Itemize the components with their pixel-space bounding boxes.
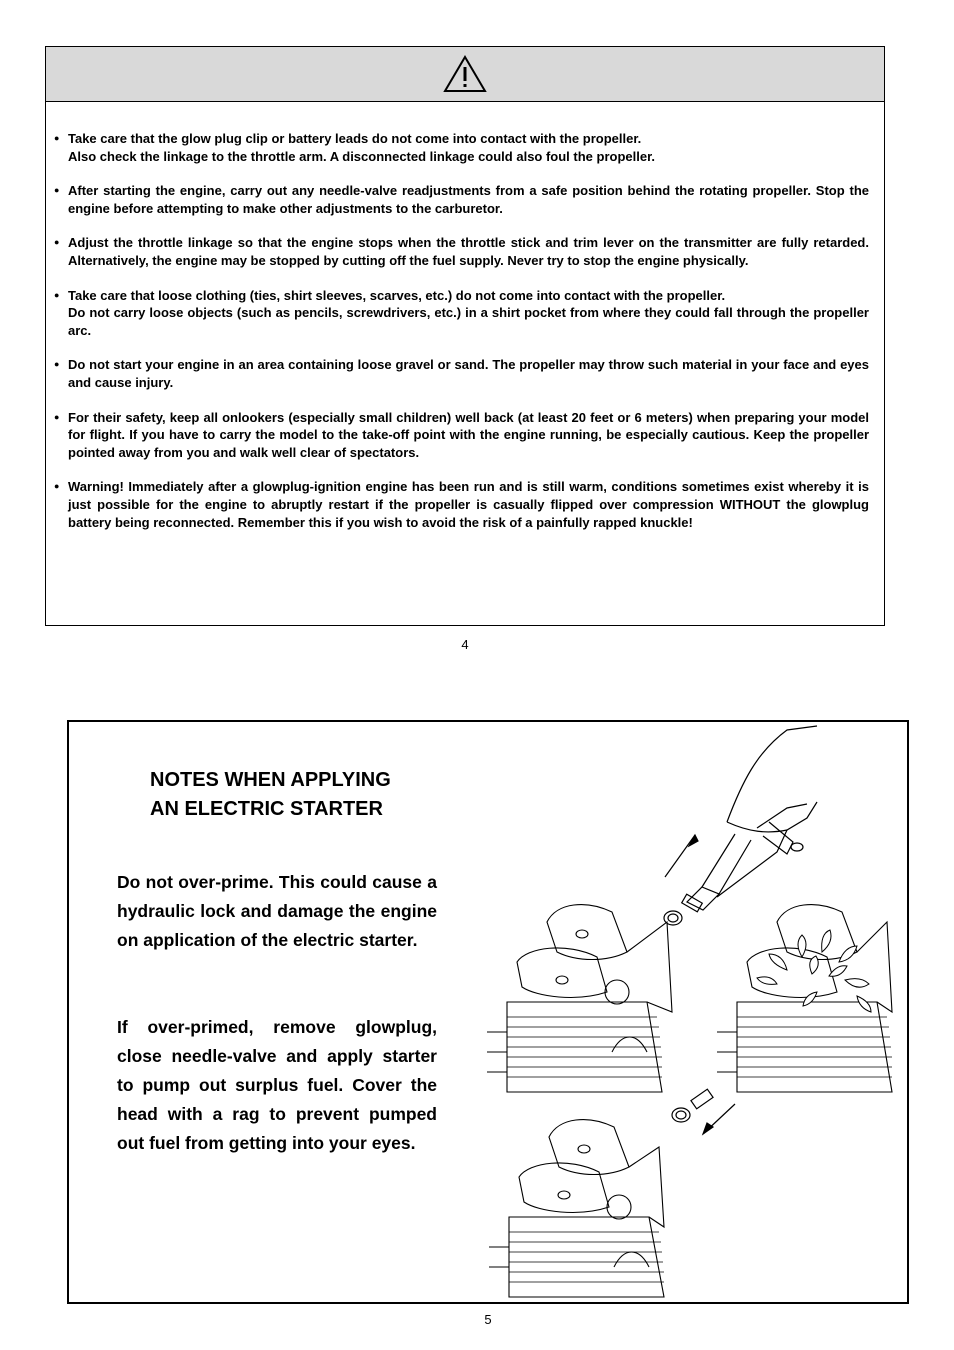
warning-item-text-2: Do not carry loose objects (such as pencils, screwdrivers, etc.) in a shirt pocket from where they could fall through the propeller arc. — [68, 305, 869, 338]
warning-item-text: After starting the engine, carry out any needle-valve readjustments from a safe position behind the rotating propeller. Stop the engine before attempting to make other adjustments to the carburetor. — [68, 183, 869, 216]
warning-item-text: Take care that loose clothing (ties, shirt sleeves, scarves, etc.) do not come into contact with the propeller. — [68, 287, 726, 303]
section-title — [150, 766, 470, 824]
warning-item — [68, 409, 869, 462]
warning-item — [68, 130, 869, 165]
starter-notes-box — [67, 720, 909, 1304]
warning-item-text: Adjust the throttle linkage so that the engine stops when the throttle stick and trim lever on the transmitter are fully retarded. Alternatively, the engine may be stopped by cutting off the fuel supply. Never try to stop the engine physically. — [68, 235, 869, 268]
warning-box — [45, 46, 885, 626]
warning-item-text: For their safety, keep all onlookers (especially small children) well back (at least 20 feet or 6 meters) when preparing your model for flight. If you have to carry the model to the take-off point with the engine running, be especially cautious. Keep the propeller pointed away from you and walk well clear of spectators. — [68, 409, 869, 460]
warning-item-text-2: Also check the linkage to the throttle arm. A disconnected linkage could also foul the propeller. — [68, 148, 656, 164]
warning-item — [68, 182, 869, 217]
page-number-4: 4 — [461, 637, 469, 652]
warning-header — [46, 47, 884, 102]
paragraph-over-prime: Do not over-prime. This could cause a hydraulic lock and damage the engine on application of the electric starter. — [117, 872, 437, 950]
page-number-5: 5 — [484, 1312, 492, 1327]
engine-glowplug-removal-illustration — [487, 722, 907, 1302]
warning-item-text: Do not start your engine in an area containing loose gravel or sand. The propeller may throw such material in your face and eyes and cause injury. — [68, 357, 869, 390]
section-title-line-2: AN ELECTRIC STARTER — [150, 798, 383, 820]
warning-item — [68, 478, 869, 531]
warning-item-text: Take care that the glow plug clip or battery leads do not come into contact with the propeller. — [68, 131, 642, 146]
warning-item — [68, 356, 869, 391]
section-title-line-1: NOTES WHEN APPLYING — [150, 769, 391, 791]
warning-list — [46, 102, 884, 531]
warning-item — [68, 234, 869, 269]
warning-triangle-icon — [442, 54, 488, 94]
warning-item — [68, 287, 869, 340]
warning-item-text: Warning! Immediately after a glowplug-ignition engine has been run and is still warm, conditions sometimes exist whereby it is just possible for the engine to abruptly restart if the propeller is casually flipped over compression WITHOUT the glowplug battery being reconnected. Remember this if you wish to avoid the risk of a painfully rapped knuckle! — [68, 479, 869, 530]
paragraph-over-primed-remedy: If over-primed, remove glowplug, close needle-valve and apply starter to pump out surplus fuel. Cover the head with a rag to prevent pumped out fuel from getting into your eyes. — [117, 1017, 437, 1153]
